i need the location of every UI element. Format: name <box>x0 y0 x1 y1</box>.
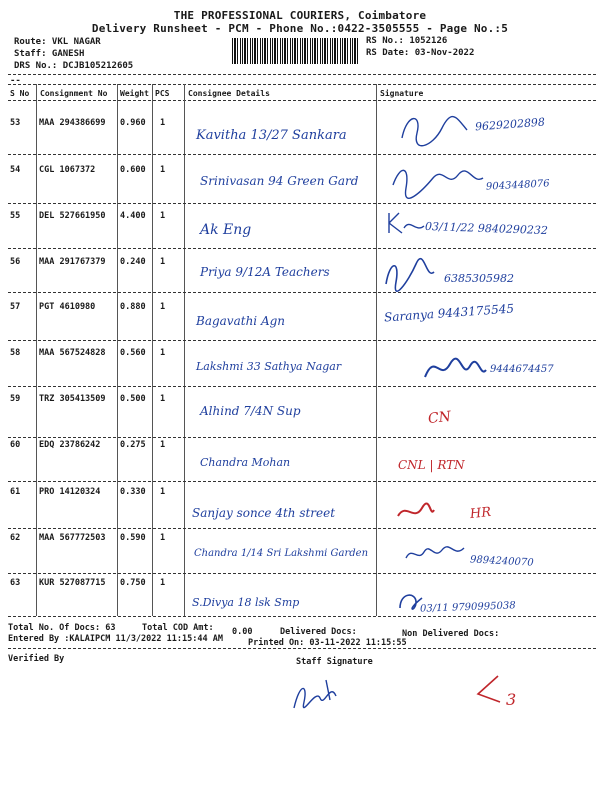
row-consignee-handwritten: Kavitha 13/27 Sankara <box>196 128 347 143</box>
row-consignment: MAA 294386699 <box>39 118 106 128</box>
col-consignee: Consignee Details <box>188 89 270 98</box>
printed-on: Printed On: 03-11-2022 11:15:55 <box>248 638 407 648</box>
signature-scribble <box>384 208 428 238</box>
row-pcs: 1 <box>160 302 166 312</box>
staff-label: Staff: GANESH <box>14 49 85 59</box>
row-pcs: 1 <box>160 211 166 221</box>
row-consignment: PRO 14120324 <box>39 487 101 497</box>
row-signature-handwritten: 03/11 9790995038 <box>419 600 516 615</box>
drs-number: DRS No.: DCJB105212605 <box>14 61 134 71</box>
row-sno: 55 <box>10 211 21 221</box>
route-label: Route: VKL NAGAR <box>14 37 101 47</box>
row-status-mark: CNL | RTN <box>398 458 465 472</box>
rs-date: RS Date: 03-Nov-2022 <box>366 48 475 58</box>
col-weight: Weight <box>120 89 149 98</box>
row-consignment: TRZ 305413509 <box>39 394 106 404</box>
row-sno: 62 <box>10 533 21 543</box>
total-docs: Total No. Of Docs: 63 <box>8 623 116 633</box>
row-divider <box>8 528 596 529</box>
row-consignee-handwritten: Priya 9/12A Teachers <box>200 265 330 279</box>
row-divider <box>8 203 596 204</box>
company-title: THE PROFESSIONAL COURIERS, Coimbatore <box>173 9 427 22</box>
row-signature-handwritten: 9894240070 <box>469 554 534 569</box>
col-line-2 <box>117 84 118 616</box>
delivered-docs: Delivered Docs: <box>280 627 357 637</box>
row-weight: 0.880 <box>120 302 146 312</box>
row-sno: 58 <box>10 348 21 358</box>
row-pcs: 1 <box>160 440 166 450</box>
row-weight: 0.240 <box>120 257 146 267</box>
row-sno: 56 <box>10 257 21 267</box>
entered-by: Entered By :KALAIPCM 11/3/2022 11:15:44 AM <box>8 634 223 644</box>
header-row-divider <box>8 100 596 101</box>
row-status-mark: HR <box>469 504 492 523</box>
row-sno: 53 <box>10 118 21 128</box>
row-sno: 59 <box>10 394 21 404</box>
row-consignee-handwritten: Bagavathi Agn <box>196 314 286 328</box>
row-signature-handwritten: Saranya 9443175545 <box>383 301 515 325</box>
rs-number: RS No.: 1052126 <box>366 36 448 46</box>
row-consignee-handwritten: Ak Eng <box>200 222 252 238</box>
row-sno: 54 <box>10 165 21 175</box>
non-delivered-docs: Non Delivered Docs: <box>402 629 500 639</box>
row-weight: 4.400 <box>120 211 146 221</box>
row-divider <box>8 292 596 293</box>
strike-scribble <box>396 500 436 524</box>
row-consignee-handwritten: S.Divya 18 lsk Smp <box>192 596 300 609</box>
row-divider <box>8 573 596 574</box>
col-pcs: PCS <box>155 89 170 98</box>
row-consignment: MAA 567524828 <box>39 348 106 358</box>
row-sno: 60 <box>10 440 21 450</box>
row-weight: 0.560 <box>120 348 146 358</box>
row-divider <box>8 154 596 155</box>
page-mark: 3 <box>506 690 517 709</box>
header-divider <box>8 74 596 75</box>
row-consignee-handwritten: Alhind 7/4N Sup <box>200 404 301 418</box>
row-consignee-handwritten: Chandra Mohan <box>200 456 291 469</box>
dash-marker: -- <box>10 76 21 86</box>
row-consignment: CGL 1067372 <box>39 165 96 175</box>
row-consignment: DEL 527661950 <box>39 211 106 221</box>
row-divider <box>8 340 596 341</box>
row-divider <box>8 386 596 387</box>
row-pcs: 1 <box>160 257 166 267</box>
row-weight: 0.600 <box>120 165 146 175</box>
total-cod-label: Total COD Amt: <box>142 623 214 633</box>
row-sno: 61 <box>10 487 21 497</box>
row-pcs: 1 <box>160 348 166 358</box>
col-signature: Signature <box>380 89 424 98</box>
col-sno: S No <box>10 89 30 98</box>
signature-scribble <box>378 252 438 292</box>
row-pcs: 1 <box>160 578 166 588</box>
row-signature-handwritten: 9444674457 <box>490 364 554 375</box>
row-divider <box>8 481 596 482</box>
row-divider <box>8 248 596 249</box>
row-status-mark: CN <box>427 408 452 428</box>
signature-scribble <box>420 352 488 386</box>
row-pcs: 1 <box>160 533 166 543</box>
staff-signature-label: Staff Signature <box>296 657 373 667</box>
row-weight: 0.275 <box>120 440 146 450</box>
row-consignee-handwritten: Srinivasan 94 Green Gard <box>200 174 359 188</box>
staff-signature-scribble <box>286 672 346 716</box>
row-pcs: 1 <box>160 118 166 128</box>
row-consignment: KUR 527087715 <box>39 578 106 588</box>
row-weight: 0.590 <box>120 533 146 543</box>
row-weight: 0.330 <box>120 487 146 497</box>
signature-scribble <box>396 588 426 614</box>
signature-scribble <box>392 108 472 152</box>
table-top-divider <box>8 84 596 85</box>
row-weight: 0.500 <box>120 394 146 404</box>
row-signature-handwritten: 9629202898 <box>474 115 546 134</box>
row-consignment: PGT 4610980 <box>39 302 96 312</box>
total-cod-value: 0.00 <box>232 627 253 637</box>
row-consignment: EDQ 23786242 <box>39 440 101 450</box>
row-sno: 57 <box>10 302 21 312</box>
row-signature-handwritten: 03/11/22 9840290232 <box>424 219 549 238</box>
runsheet-subtitle: Delivery Runsheet - PCM - Phone No.:0422-3505555 - Page No.:5 <box>91 22 509 35</box>
row-consignment: MAA 567772503 <box>39 533 106 543</box>
row-sno: 63 <box>10 578 21 588</box>
row-weight: 0.960 <box>120 118 146 128</box>
col-line-1 <box>36 84 37 616</box>
row-pcs: 1 <box>160 165 166 175</box>
signature-scribble <box>388 160 488 200</box>
table-bottom-divider <box>8 616 596 617</box>
row-weight: 0.750 <box>120 578 146 588</box>
verified-by: Verified By <box>8 654 65 664</box>
row-pcs: 1 <box>160 394 166 404</box>
col-consignment: Consignment No <box>40 89 108 98</box>
row-consignee-handwritten: Sanjay sonce 4th street <box>192 506 336 520</box>
row-consignment: MAA 291767379 <box>39 257 106 267</box>
barcode <box>232 38 358 64</box>
col-line-3 <box>152 84 153 616</box>
col-line-4 <box>184 84 185 616</box>
row-signature-handwritten: 9043448076 <box>485 178 550 193</box>
row-consignee-handwritten: Lakshmi 33 Sathya Nagar <box>196 360 342 373</box>
col-line-5 <box>376 84 377 616</box>
row-divider <box>8 437 596 438</box>
row-pcs: 1 <box>160 487 166 497</box>
footer-divider <box>8 648 596 649</box>
row-signature-handwritten: 6385305982 <box>444 272 514 285</box>
row-consignee-handwritten: Chandra 1/14 Sri Lakshmi Garden <box>194 548 369 559</box>
signature-scribble <box>402 540 468 568</box>
